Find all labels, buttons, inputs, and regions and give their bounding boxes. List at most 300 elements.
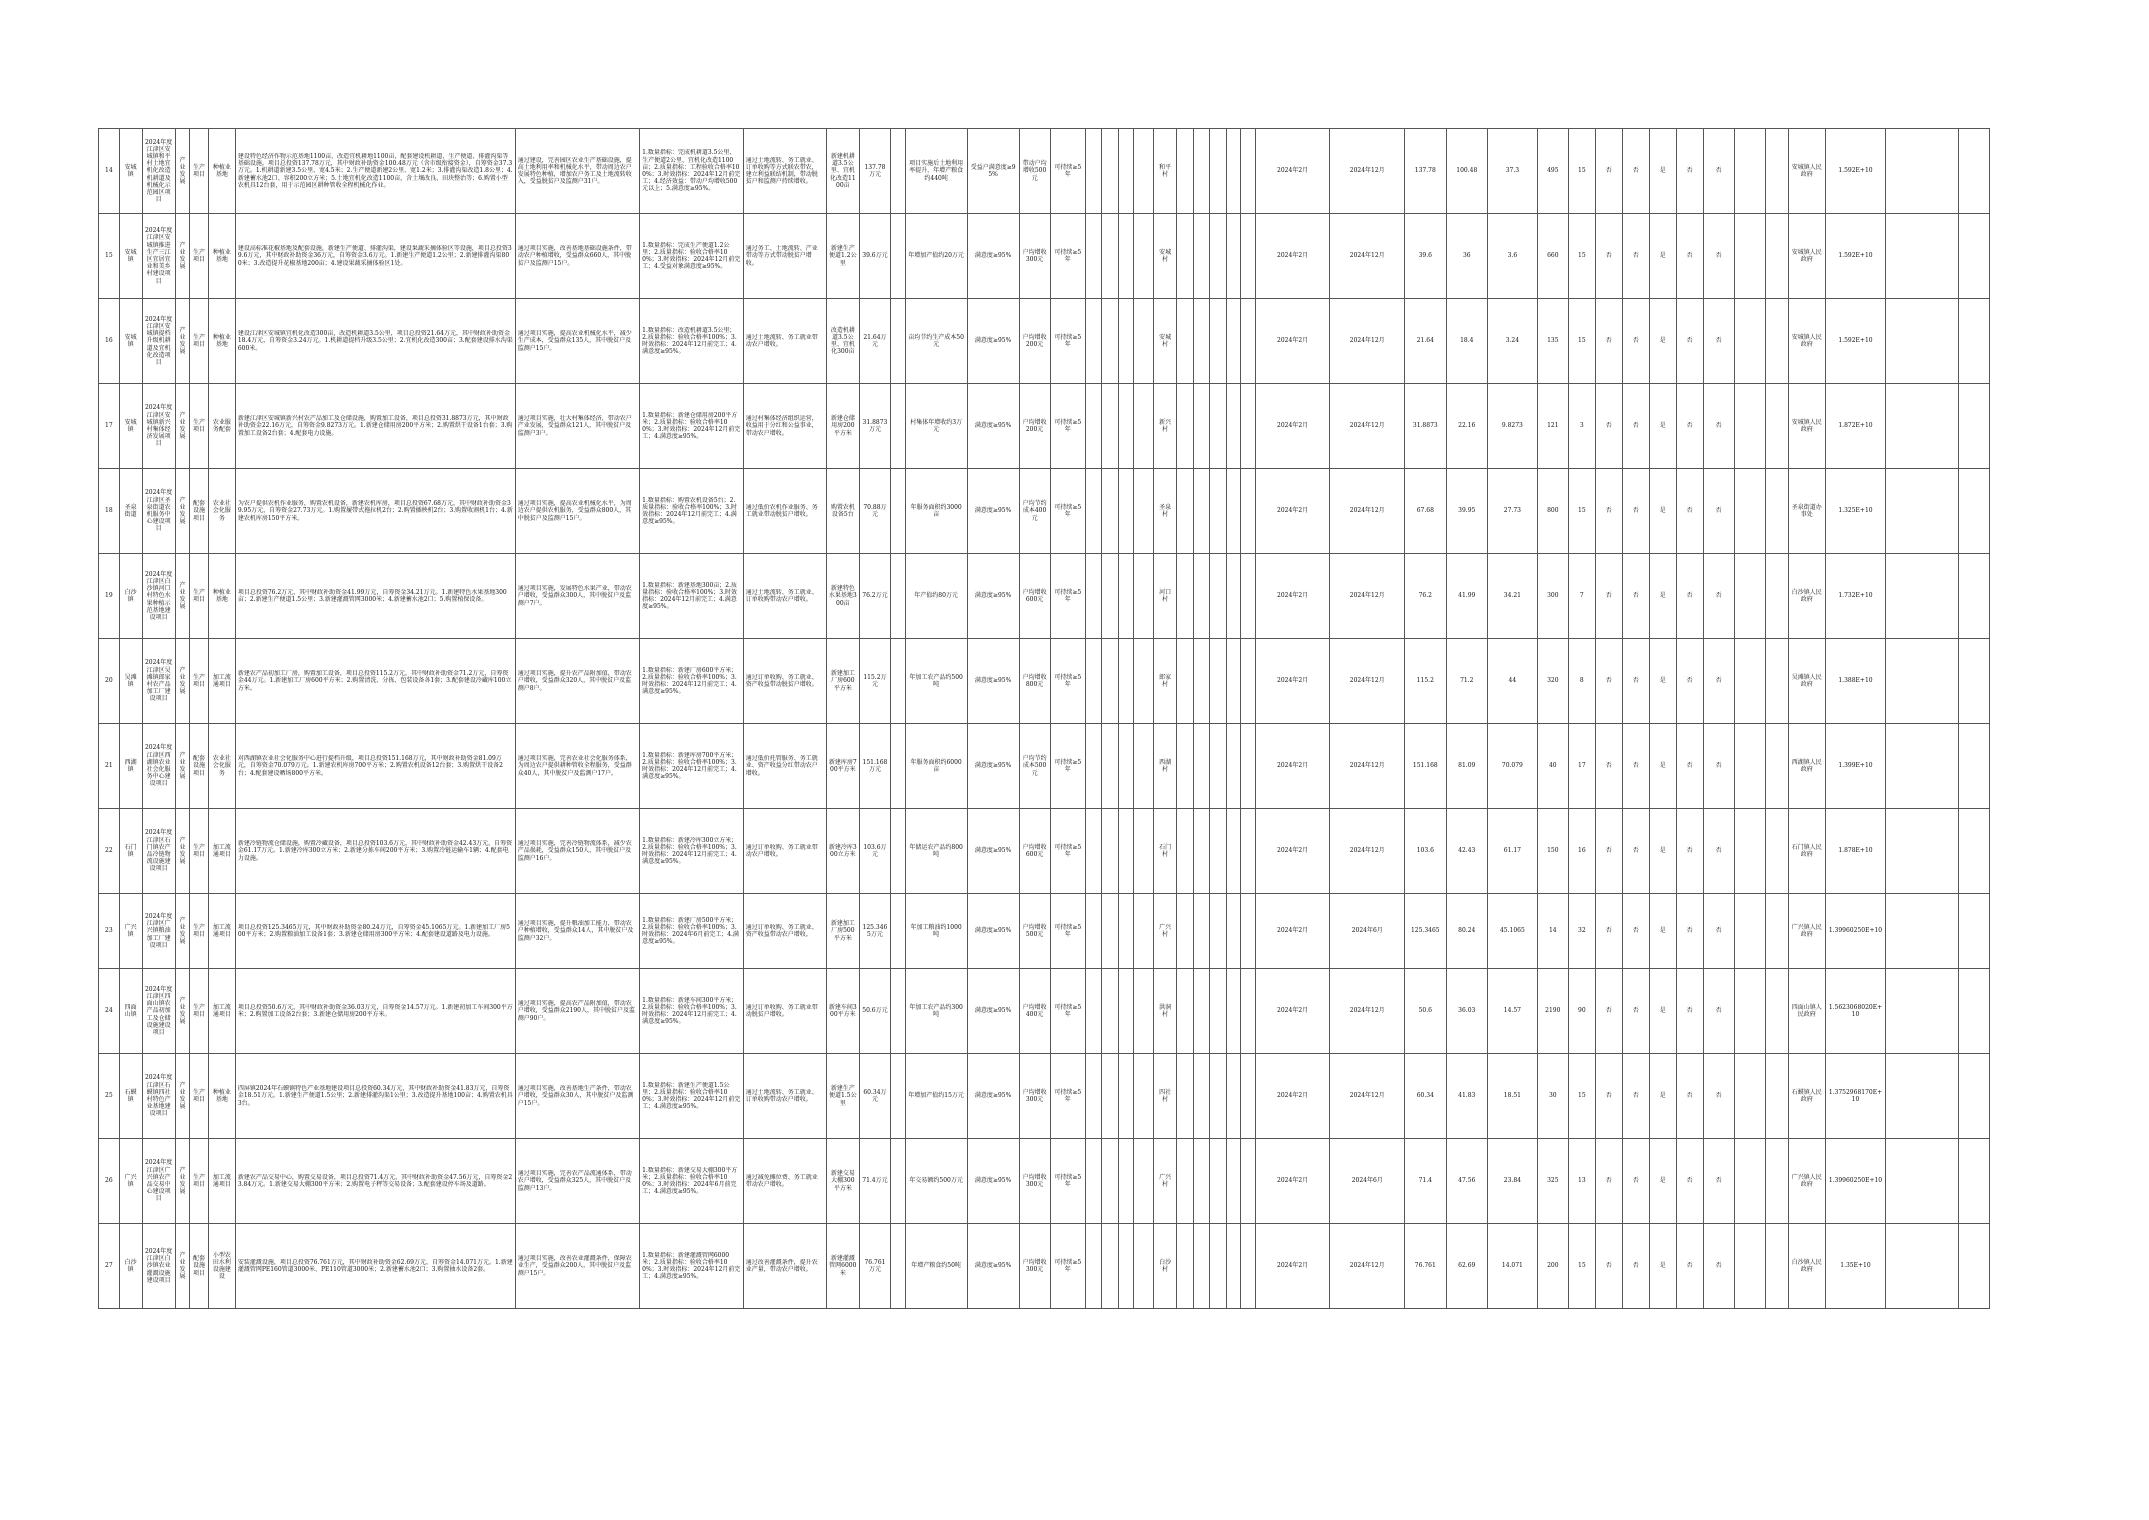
cell-goal — [515, 1054, 639, 1139]
cell-dept: 吴滩镇人民政府 — [1788, 639, 1825, 724]
cell-flag3: 是 — [1649, 214, 1676, 299]
cell-flag5: 否 — [1703, 554, 1734, 639]
cell-sub: 生产项目 — [190, 1139, 209, 1224]
cell-benefit — [640, 1054, 744, 1139]
cell-goal-text: 通过项目实施，提升粮油加工能力，带动农户种植增收，受益群众14人，其中脱贫户及监测户32户。 — [517, 920, 634, 942]
cell-category: 产业发展 — [175, 724, 190, 809]
cell-scale: 新建生产便道1.5公里 — [826, 1054, 859, 1139]
cell-town: 石蟆镇 — [119, 1054, 142, 1139]
cell-benefit-text: 1.数量指标：新建库房700平方米；2.质量指标：验收合格率100%；3.时效指标：2024年12月前完工；4.满意度≥95%。 — [642, 751, 738, 781]
cell-c: 带动户均增收500元 — [1019, 129, 1050, 214]
cell-benefit-text: 1.数量指标：新建车间300平方米；2.质量指标：验收合格率100%；3.时效指标：2024年12月前完工；4.满意度≥95%。 — [642, 996, 738, 1026]
cell-name: 2024年度江津区四面山镇农产品初加工及仓储设施建设项目 — [142, 969, 175, 1054]
cell-b: 满意度≥95% — [967, 809, 1019, 894]
cell-start: 2024年2月 — [1255, 1224, 1330, 1309]
cell-fin: 47.56 — [1446, 1139, 1487, 1224]
empty-cell — [1102, 809, 1119, 894]
cell-scale: 新建加工厂房600平方米 — [826, 639, 859, 724]
cell-scale: 新建机耕道3.5公里、宜机化改造1100亩 — [826, 129, 859, 214]
empty-cell — [1119, 469, 1134, 554]
cell-self: 34.21 — [1488, 554, 1538, 639]
cell-mechanism-text: 通过订单收购、务工就业、资产收益带动农户增收。 — [745, 923, 818, 938]
table-row — [99, 129, 1990, 214]
cell-end: 2024年12月 — [1330, 639, 1405, 724]
empty-cell — [1210, 1139, 1227, 1224]
cell-end: 2024年12月 — [1330, 214, 1405, 299]
cell-total: 31.8873 — [1405, 384, 1446, 469]
cell-category: 产业发展 — [175, 299, 190, 384]
empty-cell — [1085, 1054, 1102, 1139]
cell-dept: 白沙镇人民政府 — [1788, 1224, 1825, 1309]
cell-flag1: 否 — [1595, 809, 1622, 894]
cell-self: 37.3 — [1488, 129, 1538, 214]
cell-fin: 36.03 — [1446, 969, 1487, 1054]
cell-goal-text: 通过项目实施，提高农产品附加值，带动农户增收，受益群众2190人，其中脱贫户及监测户90户。 — [517, 1000, 635, 1022]
empty-cell — [1119, 1139, 1134, 1224]
cell-flag5: 否 — [1703, 1139, 1734, 1224]
empty-cell — [1210, 809, 1227, 894]
cell-mechanism-text: 通过订单收购、务工就业、资产收益带动脱贫户增收。 — [745, 673, 818, 688]
cell-end: 2024年12月 — [1330, 469, 1405, 554]
table-row — [99, 1224, 1990, 1309]
empty-cell — [1765, 724, 1788, 809]
cell-c: 户均节约成本400元 — [1019, 469, 1050, 554]
empty-cell — [1958, 969, 1989, 1054]
empty-cell — [1102, 1054, 1119, 1139]
cell-a: 项目实施后土地利用率提升，年增产粮食约440吨 — [905, 129, 967, 214]
cell-flag4: 否 — [1676, 214, 1703, 299]
cell-sub: 生产项目 — [190, 809, 209, 894]
empty-cell — [1886, 1054, 1959, 1139]
empty-cell — [1886, 129, 1959, 214]
empty-cell — [1177, 384, 1194, 469]
empty-cell — [1958, 639, 1989, 724]
cell-end: 2024年12月 — [1330, 554, 1405, 639]
empty-cell — [1085, 469, 1102, 554]
cell-self: 70.079 — [1488, 724, 1538, 809]
empty-cell — [1133, 809, 1154, 894]
cell-town: 石门镇 — [119, 809, 142, 894]
empty-cell — [1210, 384, 1227, 469]
empty-cell — [1226, 969, 1241, 1054]
cell-name: 2024年度江津区广兴镇粮油加工厂建设项目 — [142, 894, 175, 969]
cell-flag5: 否 — [1703, 809, 1734, 894]
empty-cell — [1193, 1224, 1210, 1309]
empty-cell — [1102, 894, 1119, 969]
empty-cell — [1177, 639, 1194, 724]
cell-benefit-people: 30 — [1537, 1054, 1568, 1139]
cell-flag1: 否 — [1595, 129, 1622, 214]
cell-content-text: 为农户提供农机作业服务，购置农机设备，新建农机库房，项目总投资67.68万元，其中财政补助资金39.95万元，自筹资金27.73万元。1.购置履带式拖拉机2台；2.购置插秧机2台；3.购置收割机1台；4.新建农机库房150平方米。 — [237, 500, 513, 522]
cell-category: 产业发展 — [175, 129, 190, 214]
empty-cell — [1226, 894, 1241, 969]
empty-cell — [1133, 969, 1154, 1054]
empty-cell — [1886, 469, 1959, 554]
cell-total: 151.168 — [1405, 724, 1446, 809]
cell-town: 圣泉街道 — [119, 469, 142, 554]
cell-benefit-people: 14 — [1537, 894, 1568, 969]
cell-village: 四社村 — [1154, 1054, 1177, 1139]
table-row — [99, 554, 1990, 639]
cell-flag3: 是 — [1649, 554, 1676, 639]
empty-cell — [891, 809, 906, 894]
empty-cell — [1119, 894, 1134, 969]
empty-cell — [1119, 384, 1134, 469]
empty-cell — [1119, 639, 1134, 724]
cell-total: 60.34 — [1405, 1054, 1446, 1139]
cell-flag1: 否 — [1595, 1224, 1622, 1309]
cell-town: 安城镇 — [119, 299, 142, 384]
cell-end: 2024年12月 — [1330, 1054, 1405, 1139]
cell-benefit-people: 40 — [1537, 724, 1568, 809]
empty-cell — [1734, 469, 1765, 554]
cell-code: 1.388E+10 — [1825, 639, 1885, 724]
cell-name: 2024年度江津区石门镇农产品冷链物流设施建设项目 — [142, 809, 175, 894]
cell-goal-text: 通过项目实施，完善农业社会化服务体系，为周边农户提供耕种管收全程服务，受益群众40人，其中脱贫户及监测户17户。 — [517, 755, 632, 777]
cell-b: 满意度≥95% — [967, 1054, 1019, 1139]
cell-goal-text: 通过项目实施，完善农产品流通体系，带动农户增收，受益群众325人，其中脱贫户及监测户13户。 — [517, 1170, 632, 1192]
cell-b: 满意度≥95% — [967, 724, 1019, 809]
empty-cell — [1241, 554, 1256, 639]
empty-cell — [1226, 1139, 1241, 1224]
cell-self: 44 — [1488, 639, 1538, 724]
cell-flag5: 否 — [1703, 469, 1734, 554]
empty-cell — [1102, 384, 1119, 469]
empty-cell — [1734, 214, 1765, 299]
cell-benefit — [640, 129, 744, 214]
cell-b: 满意度≥95% — [967, 969, 1019, 1054]
cell-scale: 新建仓储用房200平方米 — [826, 384, 859, 469]
cell-flag5: 否 — [1703, 214, 1734, 299]
cell-start: 2024年2月 — [1255, 299, 1330, 384]
cell-no: 16 — [99, 299, 120, 384]
cell-dept: 安城镇人民政府 — [1788, 384, 1825, 469]
empty-cell — [1886, 724, 1959, 809]
cell-village: 河口村 — [1154, 554, 1177, 639]
cell-total: 71.4 — [1405, 1139, 1446, 1224]
empty-cell — [891, 1054, 906, 1139]
cell-fund: 115.2万元 — [859, 639, 890, 724]
cell-scale: 新建特色水果基地300亩 — [826, 554, 859, 639]
cell-goal — [515, 1139, 639, 1224]
empty-cell — [1210, 554, 1227, 639]
empty-cell — [1119, 1224, 1134, 1309]
cell-flag1: 否 — [1595, 469, 1622, 554]
cell-c: 户均增收600元 — [1019, 809, 1050, 894]
cell-flag2: 否 — [1622, 809, 1649, 894]
cell-goal — [515, 639, 639, 724]
cell-benefit-people: 135 — [1537, 299, 1568, 384]
cell-fund: 125.3465万元 — [859, 894, 890, 969]
cell-fin: 71.2 — [1446, 639, 1487, 724]
cell-benefit — [640, 639, 744, 724]
empty-cell — [891, 129, 906, 214]
cell-benefit-poor: 17 — [1568, 724, 1595, 809]
empty-cell — [1133, 1224, 1154, 1309]
cell-flag4: 否 — [1676, 384, 1703, 469]
cell-a: 年增加产值约20万元 — [905, 214, 967, 299]
cell-type: 小型农田水利设施建设 — [208, 1224, 235, 1309]
cell-sub: 生产项目 — [190, 214, 209, 299]
cell-content — [235, 1054, 515, 1139]
empty-cell — [891, 724, 906, 809]
cell-dept: 西湖镇人民政府 — [1788, 724, 1825, 809]
cell-mechanism-text: 通过减免摊位费、务工就业带动农户增收。 — [745, 1173, 818, 1188]
cell-category: 产业发展 — [175, 214, 190, 299]
cell-fund: 103.6万元 — [859, 809, 890, 894]
cell-scale: 购置农机设备5台 — [826, 469, 859, 554]
empty-cell — [1085, 1139, 1102, 1224]
empty-cell — [1119, 724, 1134, 809]
cell-flag4: 否 — [1676, 554, 1703, 639]
cell-mechanism-text: 通过改善灌溉条件，提升农业产量，带动农户增收。 — [745, 1258, 818, 1273]
cell-fin: 18.4 — [1446, 299, 1487, 384]
cell-flag4: 否 — [1676, 129, 1703, 214]
cell-town: 吴滩镇 — [119, 639, 142, 724]
empty-cell — [1886, 969, 1959, 1054]
cell-benefit-text: 1.数量指标：完成生产便道1.2公里；2.质量指标：验收合格率100%；3.时效指标：2024年12月前完工；4.受益对象满意度≥95%。 — [642, 241, 741, 271]
empty-cell — [891, 969, 906, 1054]
cell-total: 115.2 — [1405, 639, 1446, 724]
cell-fund: 50.6万元 — [859, 969, 890, 1054]
empty-cell — [1226, 554, 1241, 639]
cell-category: 产业发展 — [175, 809, 190, 894]
cell-total: 50.6 — [1405, 969, 1446, 1054]
cell-b: 满意度≥95% — [967, 1139, 1019, 1224]
cell-type: 加工流通项目 — [208, 809, 235, 894]
cell-end: 2024年12月 — [1330, 299, 1405, 384]
cell-flag4: 否 — [1676, 1139, 1703, 1224]
cell-content — [235, 554, 515, 639]
empty-cell — [1241, 724, 1256, 809]
cell-c: 户均增收300元 — [1019, 214, 1050, 299]
empty-cell — [1765, 469, 1788, 554]
empty-cell — [1133, 894, 1154, 969]
cell-name: 2024年度江津区白沙镇农业灌溉设施建设项目 — [142, 1224, 175, 1309]
empty-cell — [1210, 214, 1227, 299]
cell-mechanism-text: 通过订单收购、务工就业带动脱贫户增收。 — [745, 1003, 818, 1018]
empty-cell — [1210, 639, 1227, 724]
table-row — [99, 214, 1990, 299]
cell-dept: 广兴镇人民政府 — [1788, 894, 1825, 969]
cell-benefit-poor: 13 — [1568, 1139, 1595, 1224]
cell-benefit-text: 1.数量指标：新建生产便道1.5公里；2.质量指标：验收合格率100%；3.时效指标：2024年12月前完工；4.满意度≥95%。 — [642, 1081, 741, 1111]
cell-goal-text: 通过项目实施，壮大村集体经济，带动农户产业发展，受益群众121人，其中脱贫户及监测户3户。 — [517, 415, 632, 437]
cell-goal — [515, 554, 639, 639]
empty-cell — [1177, 299, 1194, 384]
cell-benefit — [640, 969, 744, 1054]
empty-cell — [1133, 639, 1154, 724]
cell-mechanism — [743, 639, 826, 724]
cell-flag4: 否 — [1676, 809, 1703, 894]
cell-goal — [515, 969, 639, 1054]
cell-flag2: 否 — [1622, 724, 1649, 809]
cell-village: 洪洞村 — [1154, 969, 1177, 1054]
cell-total: 76.2 — [1405, 554, 1446, 639]
cell-flag1: 否 — [1595, 1054, 1622, 1139]
cell-content — [235, 639, 515, 724]
empty-cell — [1133, 1054, 1154, 1139]
cell-code: 1.39960250E+10 — [1825, 1139, 1885, 1224]
empty-cell — [1210, 1054, 1227, 1139]
cell-c: 户均增收800元 — [1019, 639, 1050, 724]
cell-total: 21.64 — [1405, 299, 1446, 384]
empty-cell — [1102, 214, 1119, 299]
cell-content — [235, 809, 515, 894]
cell-fin: 100.48 — [1446, 129, 1487, 214]
empty-cell — [891, 894, 906, 969]
cell-benefit-poor: 7 — [1568, 554, 1595, 639]
empty-cell — [1765, 554, 1788, 639]
cell-code: 1.592E+10 — [1825, 299, 1885, 384]
empty-cell — [1102, 554, 1119, 639]
cell-benefit-poor: 15 — [1568, 1224, 1595, 1309]
empty-cell — [891, 469, 906, 554]
cell-benefit-people: 495 — [1537, 129, 1568, 214]
cell-no: 22 — [99, 809, 120, 894]
empty-cell — [1085, 214, 1102, 299]
cell-mechanism — [743, 969, 826, 1054]
empty-cell — [1886, 554, 1959, 639]
empty-cell — [891, 299, 906, 384]
cell-a: 年储运农产品约800吨 — [905, 809, 967, 894]
empty-cell — [1102, 299, 1119, 384]
cell-benefit-poor: 15 — [1568, 469, 1595, 554]
cell-start: 2024年2月 — [1255, 554, 1330, 639]
cell-d: 可持续≥5年 — [1050, 1139, 1085, 1224]
cell-goal-text: 通过项目实施，改善基地生产条件，带动农户增收，受益群众30人，其中脱贫户及监测户15户。 — [517, 1085, 634, 1107]
cell-dept: 安城镇人民政府 — [1788, 129, 1825, 214]
cell-d: 可持续≥5年 — [1050, 639, 1085, 724]
cell-fin: 36 — [1446, 214, 1487, 299]
cell-benefit-poor: 3 — [1568, 384, 1595, 469]
cell-goal — [515, 724, 639, 809]
cell-mechanism — [743, 214, 826, 299]
cell-flag1: 否 — [1595, 384, 1622, 469]
empty-cell — [1886, 809, 1959, 894]
cell-town: 安城镇 — [119, 214, 142, 299]
cell-name: 2024年度江津区圣泉街道农机服务中心建设项目 — [142, 469, 175, 554]
cell-benefit-people: 200 — [1537, 1224, 1568, 1309]
cell-benefit-text: 1.数量指标：新建厂房600平方米；2.质量指标：验收合格率100%；3.时效指标：2024年12月前完工；4.满意度≥95%。 — [642, 666, 738, 696]
table-row — [99, 1054, 1990, 1139]
cell-village: 安城村 — [1154, 299, 1177, 384]
cell-flag2: 否 — [1622, 554, 1649, 639]
empty-cell — [1133, 1139, 1154, 1224]
table-row — [99, 724, 1990, 809]
empty-cell — [1734, 1224, 1765, 1309]
cell-a: 年增产粮食约50吨 — [905, 1224, 967, 1309]
empty-cell — [1193, 299, 1210, 384]
cell-flag3: 是 — [1649, 1139, 1676, 1224]
cell-goal-text: 通过项目实施，提升农产品附加值，带动农户增收，受益群众320人，其中脱贫户及监测户8户。 — [517, 670, 632, 692]
cell-flag1: 否 — [1595, 639, 1622, 724]
table-row — [99, 469, 1990, 554]
cell-total: 125.3465 — [1405, 894, 1446, 969]
cell-self: 27.73 — [1488, 469, 1538, 554]
cell-flag3: 是 — [1649, 1224, 1676, 1309]
cell-category: 产业发展 — [175, 894, 190, 969]
empty-cell — [891, 1139, 906, 1224]
cell-content-text: 新建江津区安城镇新兴村农产品加工及仓储设施，购置加工设备，项目总投资31.8873万元，其中财政补助资金22.16万元，自筹资金9.8273万元。1.新建仓储用房200平方米；2.购置烘干设备1台套；3.购置加工设备2台套；4.配套电力设施。 — [237, 415, 513, 437]
cell-fin: 81.09 — [1446, 724, 1487, 809]
cell-category: 产业发展 — [175, 1139, 190, 1224]
cell-dept: 安城镇人民政府 — [1788, 214, 1825, 299]
cell-no: 26 — [99, 1139, 120, 1224]
cell-flag3: 是 — [1649, 384, 1676, 469]
cell-name: 2024年度江津区安城镇推进生产三江区宜居宜业和美乡村建设项目 — [142, 214, 175, 299]
cell-code: 1.39960250E+10 — [1825, 894, 1885, 969]
empty-cell — [1177, 809, 1194, 894]
cell-code: 1.872E+10 — [1825, 384, 1885, 469]
cell-flag2: 否 — [1622, 129, 1649, 214]
cell-no: 23 — [99, 894, 120, 969]
empty-cell — [1241, 1054, 1256, 1139]
empty-cell — [1133, 299, 1154, 384]
cell-b: 满意度≥95% — [967, 214, 1019, 299]
cell-start: 2024年2月 — [1255, 894, 1330, 969]
cell-type: 种植业基地 — [208, 554, 235, 639]
cell-benefit — [640, 809, 744, 894]
cell-flag5: 否 — [1703, 129, 1734, 214]
empty-cell — [1210, 1224, 1227, 1309]
empty-cell — [1210, 129, 1227, 214]
cell-mechanism-text: 通过低价托管服务、务工就业、资产收益分红带动农户增收。 — [745, 755, 818, 777]
empty-cell — [1133, 129, 1154, 214]
cell-flag5: 否 — [1703, 639, 1734, 724]
cell-fin: 42.43 — [1446, 809, 1487, 894]
cell-benefit-people: 325 — [1537, 1139, 1568, 1224]
cell-goal-text: 通过项目实施，完善冷链物流体系，减少农产品损耗，受益群众150人，其中脱贫户及监测户16户。 — [517, 840, 632, 862]
empty-cell — [1193, 384, 1210, 469]
empty-cell — [1734, 299, 1765, 384]
cell-benefit-text: 1.数量指标：改造机耕道3.5公里；2.质量指标：验收合格率100%；3.时效指标：2024年12月前完工；4.满意度≥95%。 — [642, 326, 737, 356]
cell-fund: 70.88万元 — [859, 469, 890, 554]
cell-flag5: 否 — [1703, 384, 1734, 469]
cell-benefit-text: 1.数量指标：新建仓储用房200平方米；2.质量指标：验收合格率100%；3.时效指标：2024年12月前完工；4.满意度≥95%。 — [642, 411, 741, 441]
cell-type: 种植业基地 — [208, 214, 235, 299]
cell-benefit-people: 150 — [1537, 809, 1568, 894]
cell-flag2: 否 — [1622, 1054, 1649, 1139]
cell-start: 2024年2月 — [1255, 724, 1330, 809]
cell-name: 2024年度江津区西湖镇农业社会化服务中心建设项目 — [142, 724, 175, 809]
cell-b: 满意度≥95% — [967, 1224, 1019, 1309]
empty-cell — [1085, 384, 1102, 469]
cell-content-text: 新建农产品交易中心，购置交易设备，项目总投资71.4万元，其中财政补助资金47.56万元，自筹资金23.84万元。1.新建交易大棚300平方米；2.购置电子秤等交易设备；3.配套建设停车场及道路。 — [237, 1173, 513, 1188]
empty-cell — [1133, 214, 1154, 299]
empty-cell — [1958, 384, 1989, 469]
cell-flag3: 是 — [1649, 809, 1676, 894]
empty-cell — [1177, 1139, 1194, 1224]
cell-flag1: 否 — [1595, 214, 1622, 299]
cell-total: 76.761 — [1405, 1224, 1446, 1309]
cell-a: 年产值约80万元 — [905, 554, 967, 639]
cell-no: 18 — [99, 469, 120, 554]
cell-mechanism-text: 通过土地流转、务工就业、订单收购带动农户增收。 — [745, 1088, 818, 1103]
cell-benefit — [640, 1139, 744, 1224]
cell-total: 137.78 — [1405, 129, 1446, 214]
cell-flag1: 否 — [1595, 299, 1622, 384]
cell-total: 103.6 — [1405, 809, 1446, 894]
empty-cell — [1119, 554, 1134, 639]
cell-benefit — [640, 894, 744, 969]
cell-fin: 41.99 — [1446, 554, 1487, 639]
cell-category: 产业发展 — [175, 554, 190, 639]
cell-name: 2024年度江津区安城镇提档升级机耕道及宜机化改造项目 — [142, 299, 175, 384]
cell-c: 户均增收300元 — [1019, 1224, 1050, 1309]
cell-total: 67.68 — [1405, 469, 1446, 554]
cell-no: 25 — [99, 1054, 120, 1139]
